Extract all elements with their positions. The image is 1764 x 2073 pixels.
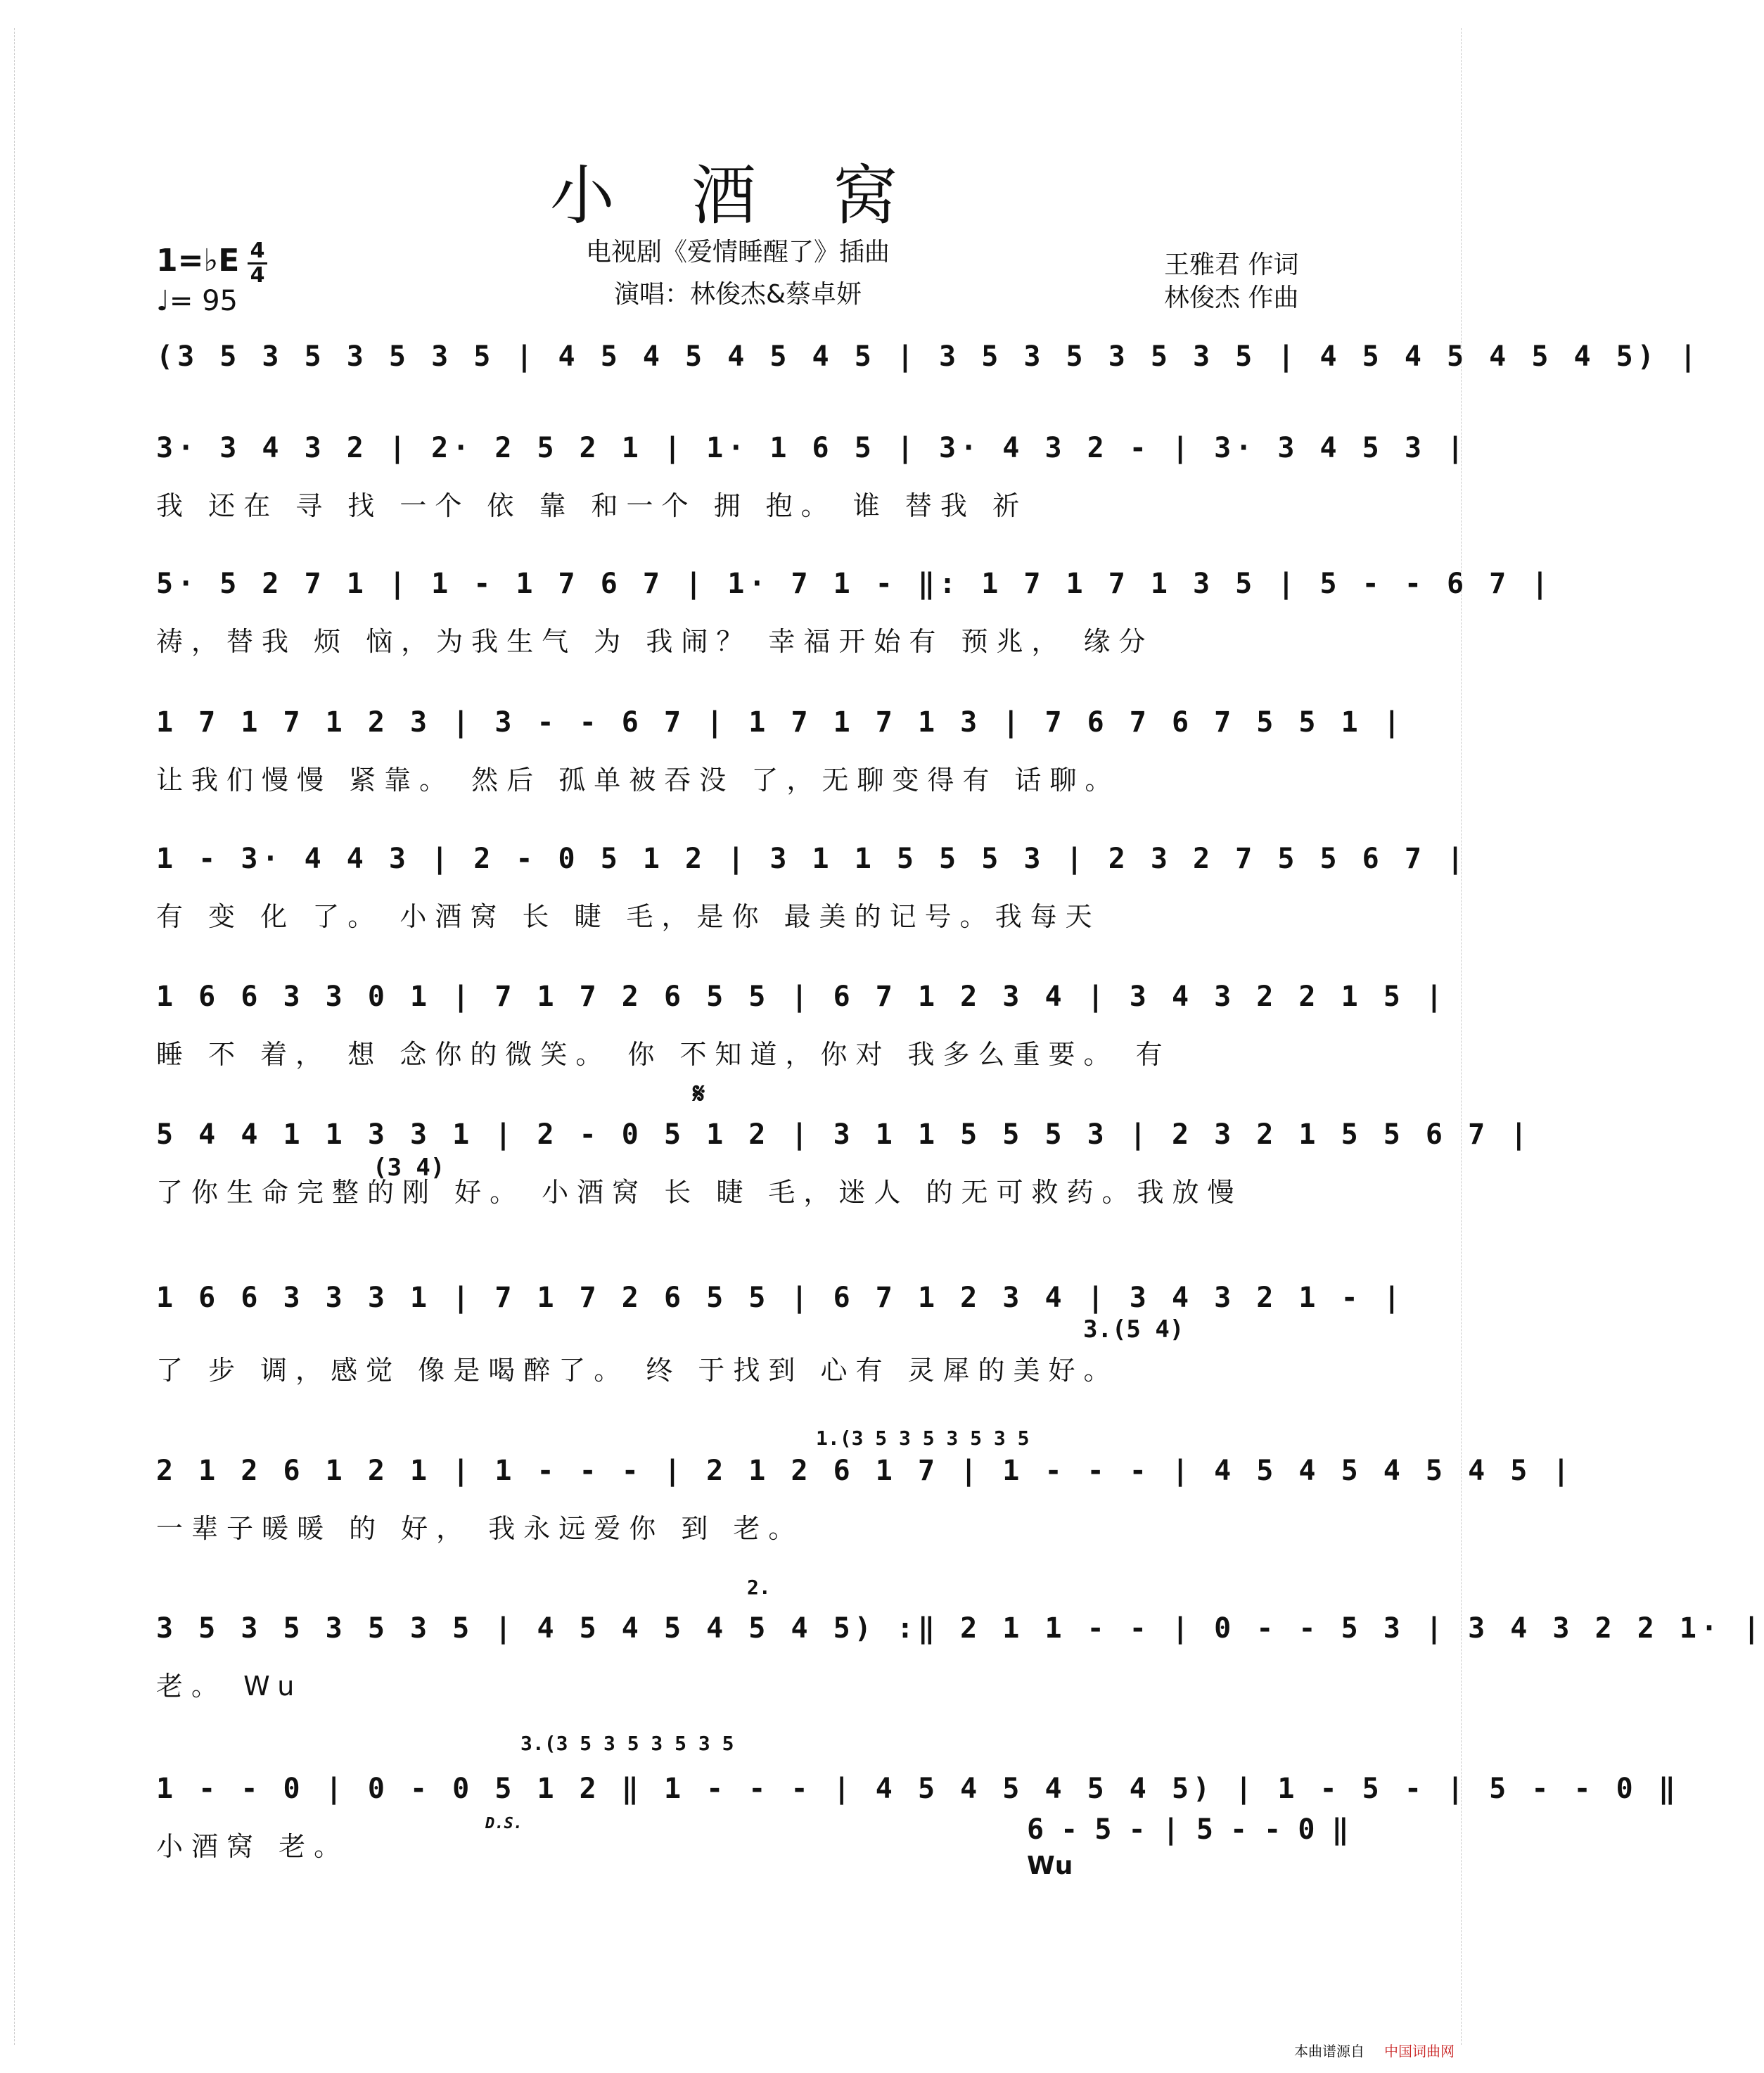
song-subtitle: 电视剧《爱情睡醒了》插曲 xyxy=(585,238,890,267)
lower-voice-lyric: Wu xyxy=(1027,1851,1073,1880)
row-lyrics: 有 变 化 了。 小酒窝 长 睫 毛，是你 最美的记号。我每天 xyxy=(156,901,1101,932)
time-signature xyxy=(248,238,267,288)
row-lyrics: 一辈子暖暖 的 好， 我永远爱你 到 老。 xyxy=(156,1513,804,1544)
row-lyrics: 祷，替我 烦 恼，为我生气 为 我闹？ 幸福开始有 预兆， 缘分 xyxy=(156,626,1154,657)
volta-third-ending: 3.(3 5 3 5 3 5 3 5 xyxy=(520,1732,734,1755)
row-lyrics: 老。 Wu xyxy=(156,1671,303,1702)
row-notes: 1 6 6 3 3 3 1 | 7 1 7 2 6 5 5 | 6 7 1 2 3 4 | 3 4 3 2 1 - | xyxy=(156,1282,1405,1314)
harmony-note: 3.(5 4) xyxy=(1083,1315,1184,1344)
row-notes: 5 4 4 1 1 3 3 1 | 2 - 0 5 1 2 | 3 1 1 5 5 5 3 | 2 3 2 1 5 5 6 7 | xyxy=(156,1118,1532,1151)
row-notes: 1 6 6 3 3 0 1 | 7 1 7 2 6 5 5 | 6 7 1 2 3 4 | 3 4 3 2 2 1 5 | xyxy=(156,981,1447,1013)
row-lyrics: 了 步 调，感觉 像是喝醉了。 终 于找到 心有 灵犀的美好。 xyxy=(156,1355,1119,1386)
segno-sign: 𝄋 xyxy=(693,1078,705,1110)
lower-voice-notes: 6 - 5 - | 5 - - 0 ‖ xyxy=(1027,1813,1349,1846)
row-notes: 1 - - 0 | 0 - 0 5 1 2 ‖ 1 - - - | 4 5 4 5 4 5 4 5) | 1 - 5 - | 5 - - 0 ‖ xyxy=(156,1773,1680,1805)
right-margin-decoration xyxy=(1461,28,1471,2045)
harmony-note: (3 4) xyxy=(373,1154,445,1182)
row-lyrics: 了你生命完整的刚 好。 小酒窝 长 睫 毛，迷人 的无可救药。我放慢 xyxy=(156,1177,1243,1208)
row-notes: 5· 5 2 7 1 | 1 - 1 7 6 7 | 1· 7 1 - ‖: 1 7 1 7 1 3 5 | 5 - - 6 7 | xyxy=(156,568,1553,600)
tempo-mark: ♩= 95 xyxy=(156,285,238,317)
row-notes: (3 5 3 5 3 5 3 5 | 4 5 4 5 4 5 4 5 | 3 5 3 5 3 5 3 5 | 4 5 4 5 4 5 4 5) | xyxy=(156,340,1701,373)
volta-first-ending: 1.(3 5 3 5 3 5 3 5 xyxy=(816,1427,1030,1450)
footer-site-link[interactable]: 中国词曲网 xyxy=(1384,2043,1455,2060)
row-lyrics: 睡 不 着， 想 念你的微笑。 你 不知道，你对 我多么重要。 有 xyxy=(156,1039,1171,1070)
volta-second-ending: 2. xyxy=(747,1576,771,1599)
key-signature: 1=♭E xyxy=(156,243,240,279)
row-lyrics: 我 还在 寻 找 一个 依 靠 和一个 拥 抱。 谁 替我 祈 xyxy=(156,490,1028,521)
lyricist-credit: 王雅君 作词 xyxy=(1164,250,1299,279)
row-lyrics: 小酒窝 老。 xyxy=(156,1831,350,1862)
row-notes: 3· 3 4 3 2 | 2· 2 5 2 1 | 1· 1 6 5 | 3· 4 3 2 - | 3· 3 4 5 3 | xyxy=(156,432,1469,464)
ds-mark: D.S. xyxy=(485,1815,523,1832)
left-margin-decoration xyxy=(4,28,15,2045)
song-title: 小 酒 窝 xyxy=(549,158,926,234)
row-notes: 1 - 3· 4 4 3 | 2 - 0 5 1 2 | 3 1 1 5 5 5 3 | 2 3 2 7 5 5 6 7 | xyxy=(156,843,1469,875)
footer-source-label: 本曲谱源自 xyxy=(1294,2043,1364,2060)
row-notes: 3 5 3 5 3 5 3 5 | 4 5 4 5 4 5 4 5) :‖ 2 1 1 - - | 0 - - 5 3 | 3 4 3 2 2 1· | xyxy=(156,1612,1764,1645)
time-signature-bottom: 4 xyxy=(250,263,265,288)
singer-credit: 演唱：林俊杰&蔡卓妍 xyxy=(613,280,862,309)
row-notes: 2 1 2 6 1 2 1 | 1 - - - | 2 1 2 6 1 7 | 1 - - - | 4 5 4 5 4 5 4 5 | xyxy=(156,1455,1574,1487)
time-signature-top: 4 xyxy=(250,238,265,263)
row-lyrics: 让我们慢慢 紧靠。 然后 孤单被吞没 了，无聊变得有 话聊。 xyxy=(156,765,1120,796)
row-notes: 1 7 1 7 1 2 3 | 3 - - 6 7 | 1 7 1 7 1 3 | 7 6 7 6 7 5 5 1 | xyxy=(156,706,1405,739)
composer-credit: 林俊杰 作曲 xyxy=(1164,283,1299,312)
